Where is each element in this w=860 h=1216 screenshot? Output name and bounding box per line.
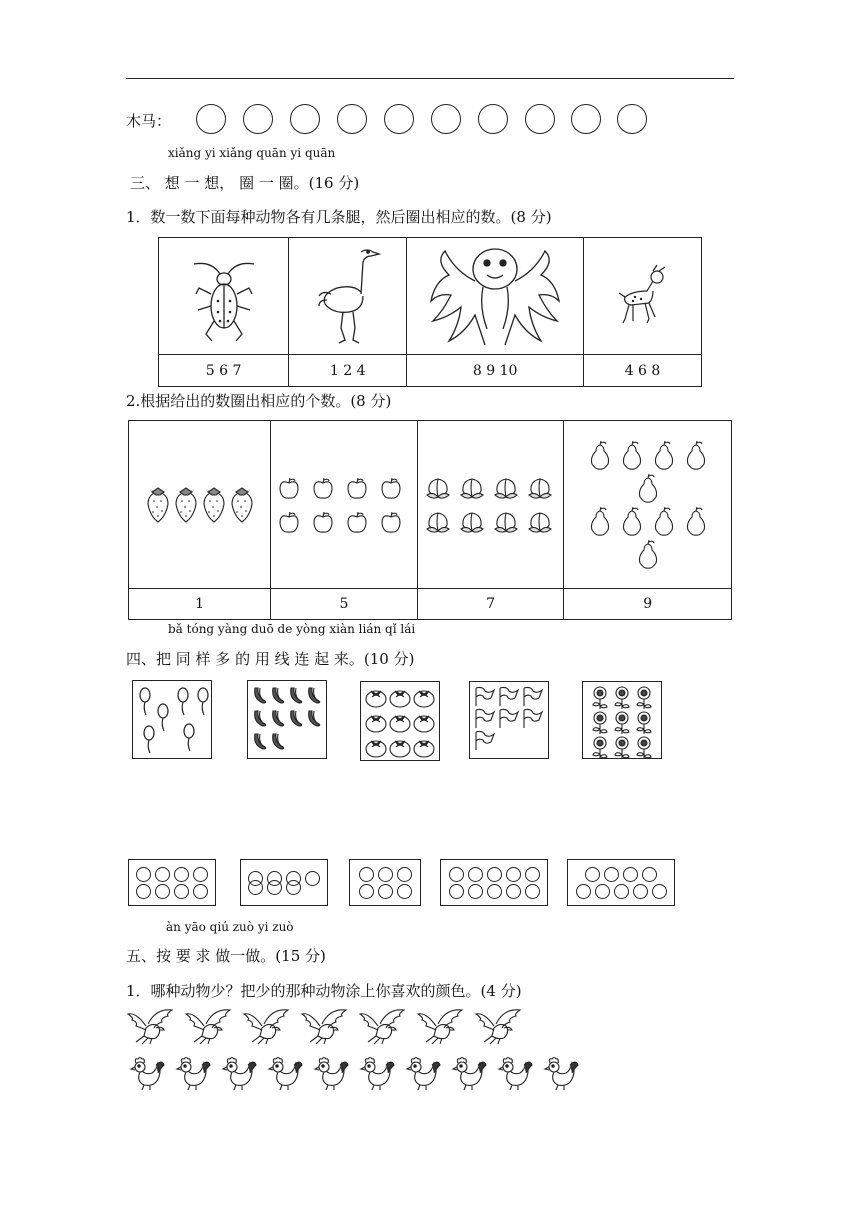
- q1-title: 1．数一数下面每种动物各有几条腿，然后圈出相应的数。(8 分): [126, 208, 552, 226]
- answer-circle[interactable]: [571, 104, 601, 134]
- ostrich-options[interactable]: 1 2 4: [289, 355, 407, 387]
- rooster-icon: [266, 1055, 304, 1091]
- flag-icon: [473, 707, 497, 729]
- q2-title: 2.根据给出的数圈出相应的个数。(8 分): [126, 392, 392, 410]
- tomato-icon: [388, 735, 412, 759]
- octopus-cell: [407, 238, 584, 355]
- answer-circle[interactable]: [384, 104, 414, 134]
- beetle-icon: [184, 246, 264, 346]
- beetle-options[interactable]: 5 6 7: [159, 355, 289, 387]
- deer-icon: [613, 261, 673, 331]
- header-label: 木马：: [126, 112, 172, 130]
- flower-icon: [589, 686, 611, 710]
- pear-row: [587, 505, 709, 537]
- pear-icon: [683, 505, 709, 537]
- banana-icon: [287, 708, 305, 728]
- flower-icon: [633, 736, 655, 760]
- eagle-icon: [358, 1006, 408, 1046]
- pear-row: [587, 439, 709, 471]
- banana-icon: [305, 708, 323, 728]
- answer-circle[interactable]: [196, 104, 226, 134]
- tomato-icon: [388, 710, 412, 734]
- flower-icon: [633, 711, 655, 735]
- flowers-box[interactable]: [582, 681, 662, 759]
- deer-options[interactable]: 4 6 8: [584, 355, 702, 387]
- eagle-icon: [300, 1006, 350, 1046]
- rooster-icon: [220, 1055, 258, 1091]
- answer-circle[interactable]: [243, 104, 273, 134]
- banana-icon: [305, 685, 323, 705]
- pear-icon: [587, 505, 613, 537]
- pear-row: [635, 472, 661, 504]
- flag-icon: [497, 685, 521, 707]
- eagle-icon: [184, 1006, 234, 1046]
- section4-title: 四、把 同 样 多 的 用 线 连 起 来。(10 分): [126, 650, 415, 668]
- strawberry-icon: [228, 486, 256, 524]
- ostrich-cell: [289, 238, 407, 355]
- flag-icon: [473, 729, 497, 751]
- strawberry-icon: [172, 486, 200, 524]
- flower-icon: [611, 736, 633, 760]
- tomato-icon: [412, 735, 436, 759]
- flag-icon: [497, 707, 521, 729]
- banana-icon: [251, 708, 269, 728]
- deer-cell: [584, 238, 702, 355]
- number-9: 9: [564, 589, 732, 620]
- eagle-icon: [474, 1006, 524, 1046]
- number-7: 7: [417, 589, 564, 620]
- q5-title: 1．哪种动物少？把少的那种动物涂上你喜欢的颜色。(4 分): [126, 982, 522, 1000]
- circles-7-box[interactable]: [240, 859, 328, 906]
- apple-icon: [378, 475, 412, 501]
- answer-circle[interactable]: [431, 104, 461, 134]
- tomato-icon: [364, 735, 388, 759]
- pear-cell: [564, 421, 732, 589]
- banana-icon: [269, 685, 287, 705]
- pear-icon: [619, 439, 645, 471]
- peach-icon: [423, 509, 457, 535]
- section5-title: 五、按 要 求 做一做。(15 分): [126, 947, 326, 965]
- rooster-icon: [542, 1055, 580, 1091]
- apple-icon: [310, 509, 344, 535]
- pear-icon: [651, 505, 677, 537]
- peach-icon: [457, 475, 491, 501]
- tomato-icon: [412, 710, 436, 734]
- answer-circle[interactable]: [617, 104, 647, 134]
- tomato-icon: [364, 710, 388, 734]
- tomato-icon: [412, 685, 436, 709]
- pinyin-line-3: àn yāo qiú zuò yi zuò: [166, 920, 294, 934]
- balloons-icon: [133, 681, 211, 759]
- octopus-icon: [415, 241, 575, 351]
- flags-box[interactable]: [469, 681, 549, 759]
- octopus-options[interactable]: 8 9 10: [407, 355, 584, 387]
- rooster-icon: [128, 1055, 166, 1091]
- banana-icon: [251, 731, 269, 751]
- ostrich-icon: [313, 244, 383, 348]
- circles-8-box[interactable]: [128, 859, 216, 906]
- flag-icon: [521, 707, 545, 729]
- balloons-box[interactable]: [132, 680, 212, 759]
- peach-icon: [525, 509, 559, 535]
- peach-icon: [491, 475, 525, 501]
- answer-circle[interactable]: [337, 104, 367, 134]
- apple-icon: [276, 509, 310, 535]
- bananas-box[interactable]: [247, 680, 327, 759]
- banana-icon: [269, 731, 287, 751]
- pear-icon: [619, 505, 645, 537]
- beetle-cell: [159, 238, 289, 355]
- rooster-icon: [358, 1055, 396, 1091]
- apple-icon: [276, 475, 310, 501]
- circles-6-box[interactable]: [349, 859, 421, 906]
- strawberry-cell: [129, 421, 271, 589]
- roosters-row: [128, 1055, 580, 1091]
- eagle-icon: [126, 1006, 176, 1046]
- circles-9-box[interactable]: [567, 859, 675, 906]
- flower-icon: [589, 736, 611, 760]
- pear-icon: [635, 538, 661, 570]
- tomato-icon: [364, 685, 388, 709]
- flower-icon: [633, 686, 655, 710]
- flower-icon: [611, 711, 633, 735]
- flower-icon: [611, 686, 633, 710]
- count-table: [128, 420, 732, 620]
- banana-icon: [251, 685, 269, 705]
- number-1: 1: [129, 589, 271, 620]
- flag-icon: [521, 685, 545, 707]
- answer-circle[interactable]: [290, 104, 320, 134]
- banana-icon: [269, 708, 287, 728]
- tomato-icon: [388, 685, 412, 709]
- pear-icon: [683, 439, 709, 471]
- pear-icon: [651, 439, 677, 471]
- section3-title: 三、 想 一 想， 圈 一 圈。(16 分): [130, 174, 360, 192]
- answer-circle[interactable]: [478, 104, 508, 134]
- peach-icon: [491, 509, 525, 535]
- flower-icon: [589, 711, 611, 735]
- tomatoes-box[interactable]: [360, 681, 440, 761]
- strawberry-icon: [200, 486, 228, 524]
- rooster-icon: [312, 1055, 350, 1091]
- rooster-icon: [450, 1055, 488, 1091]
- peach-icon: [457, 509, 491, 535]
- banana-icon: [287, 685, 305, 705]
- top-rule: [126, 78, 734, 79]
- pinyin-line-2: bǎ tóng yàng duō de yòng xiàn lián qǐ lái: [168, 622, 416, 636]
- pear-icon: [635, 472, 661, 504]
- pinyin-line-1: xiǎng yi xiǎng quān yi quān: [168, 146, 336, 160]
- apple-icon: [378, 509, 412, 535]
- strawberry-icon: [144, 486, 172, 524]
- eagle-icon: [242, 1006, 292, 1046]
- rooster-icon: [404, 1055, 442, 1091]
- rooster-icon: [496, 1055, 534, 1091]
- answer-circle[interactable]: [525, 104, 555, 134]
- flag-icon: [473, 685, 497, 707]
- pear-row: [635, 538, 661, 570]
- circles-10-box[interactable]: [440, 859, 548, 906]
- eagle-icon: [416, 1006, 466, 1046]
- pear-icon: [587, 439, 613, 471]
- peach-icon: [525, 475, 559, 501]
- apple-icon: [344, 475, 378, 501]
- legs-table: [158, 237, 702, 387]
- number-5: 5: [271, 589, 418, 620]
- apple-icon: [344, 509, 378, 535]
- apple-icon: [310, 475, 344, 501]
- rooster-icon: [174, 1055, 212, 1091]
- peach-cell: [417, 421, 564, 589]
- apple-cell: [271, 421, 418, 589]
- peach-icon: [423, 475, 457, 501]
- eagles-row: [126, 1006, 524, 1046]
